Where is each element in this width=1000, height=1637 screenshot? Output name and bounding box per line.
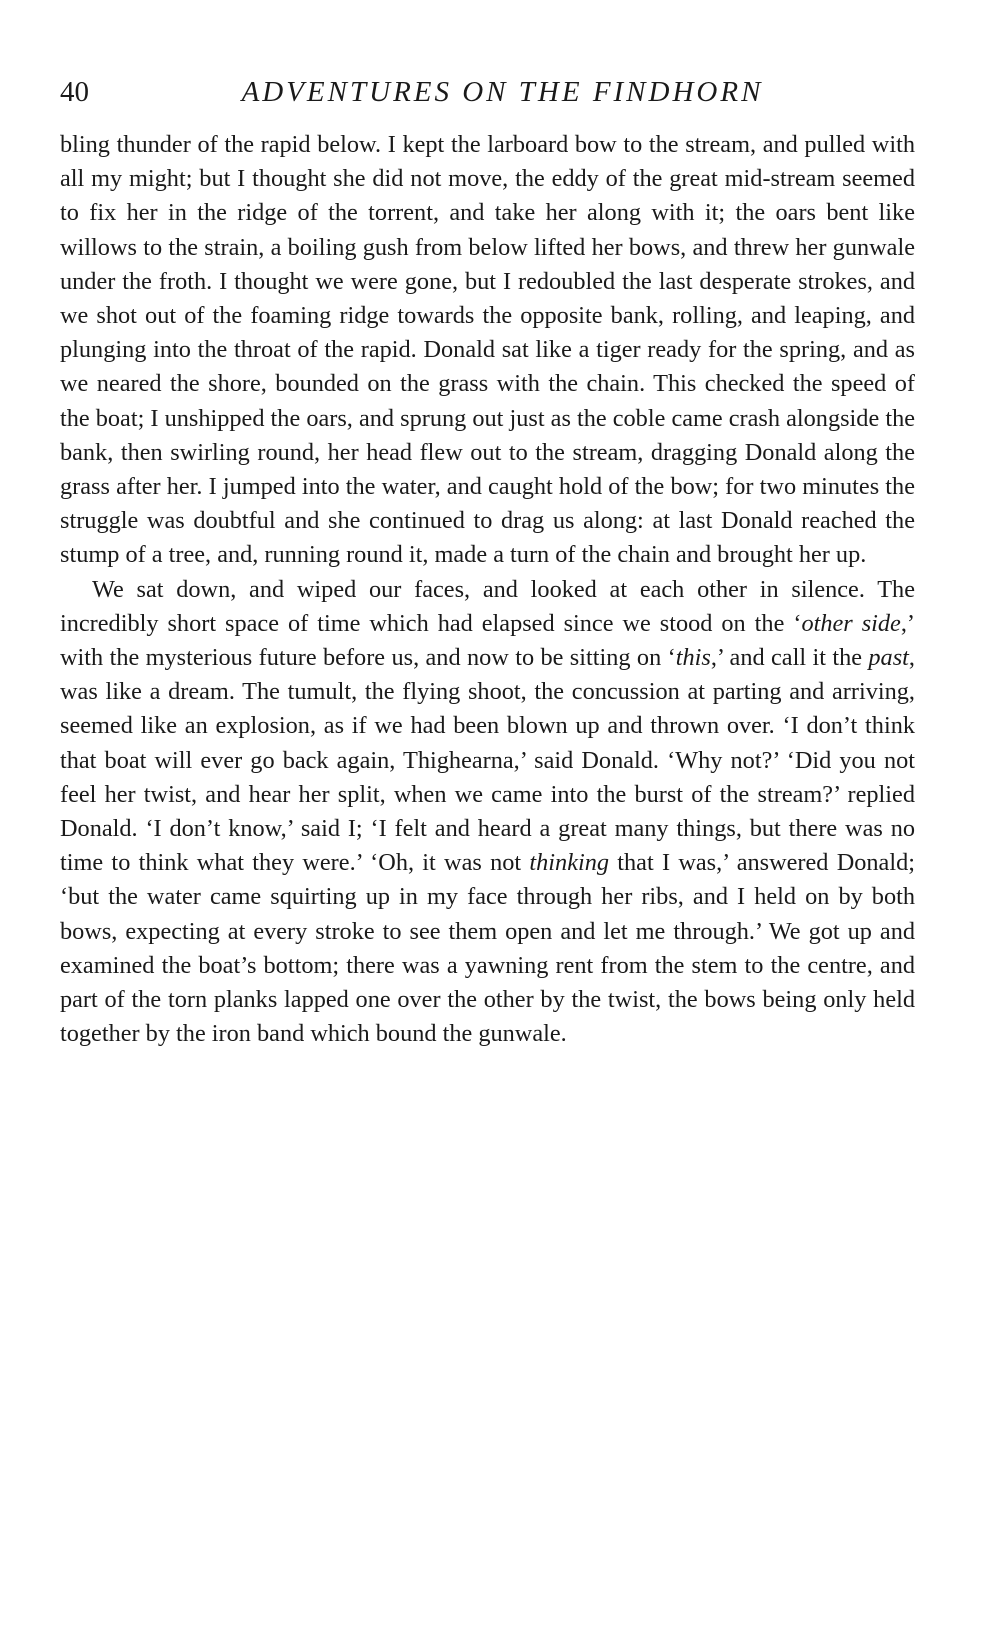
paragraph-1-text: bling thunder of the rapid below. I kept the larboard bow to the stream, and pulled with all my might; but I thought she did not move, the eddy of the great mid-stream seemed to fix her in the ridge of the torrent, and take her along with it; the oars bent like willows to the strain, a boiling gush from below lifted her bows, and threw her gunwale under the froth. I thought we were gone, but I redoubled the last desperate strokes, and we shot out of the foaming ridge towards the opposite bank, rolling, and leaping, and plunging into the throat of the rapid. Donald sat like a tiger ready for the spring, and as we neared the shore, bounded on the grass with the chain. This checked the speed of the boat; I unshipped the oars, and sprung out just as the coble came crash alongside the bank, then swirling round, her head flew out to the stream, dragging Donald along the grass after her. I jumped into the water, and caught hold of the bow; for two minutes the struggle was doubtful and she continued to drag us along: at last Donald reached the stump of a tree, and, running round it, made a turn of the chain and brought her up. xyxy=(60,131,915,569)
paragraph-2-text: We sat down, and wiped our faces, and looked at each other in silence. The incredibly short space of time which had elapsed since we stood on the ‘ xyxy=(60,575,915,637)
paragraph-1 xyxy=(60,128,915,573)
paragraph-2-text: that I was,’ answered Donald; ‘but the water came squirting up in my face through her ribs, and I held on by both bows, expecting at every stroke to see them open and let me through.’ We got up and examined the boat’s bottom; there was a yawning rent from the stem to the centre, and part of the torn planks lapped one over the other by the twist, the bows being only held together by the iron band which bound the gunwale. xyxy=(60,849,915,1048)
paragraph-2-text: , was like a dream. The tumult, the flying shoot, the concussion at parting and arriving, seemed like an explosion, as if we had been blown up and thrown over. ‘I don’t think that boat will ever go back again, Thighearna,’ said Donald. ‘Why not?’ ‘Did you not feel her twist, and hear her split, when we came into the burst of the stream?’ replied Donald. ‘I don’t know,’ said I; ‘I felt and heard a great many things, but there was no time to think what they were.’ ‘Oh, it was not xyxy=(60,644,915,877)
page-number: 40 xyxy=(60,76,89,108)
running-head xyxy=(60,70,915,114)
paragraph-2-text: ,’ and call it the xyxy=(710,644,869,672)
book-page xyxy=(60,70,915,1051)
paragraph-2-italic: thinking xyxy=(529,849,610,877)
paragraph-2-italic: past xyxy=(868,644,909,672)
paragraph-2-text: ,’ with the mysterious future before us, and now to be sitting on ‘ xyxy=(60,609,916,672)
paragraph-2-italic: this xyxy=(675,644,711,672)
running-title: ADVENTURES ON THE FINDHORN xyxy=(241,76,764,108)
body-text xyxy=(60,128,915,1051)
paragraph-2-italic: other side xyxy=(801,609,901,637)
paragraph-2 xyxy=(60,573,915,1052)
